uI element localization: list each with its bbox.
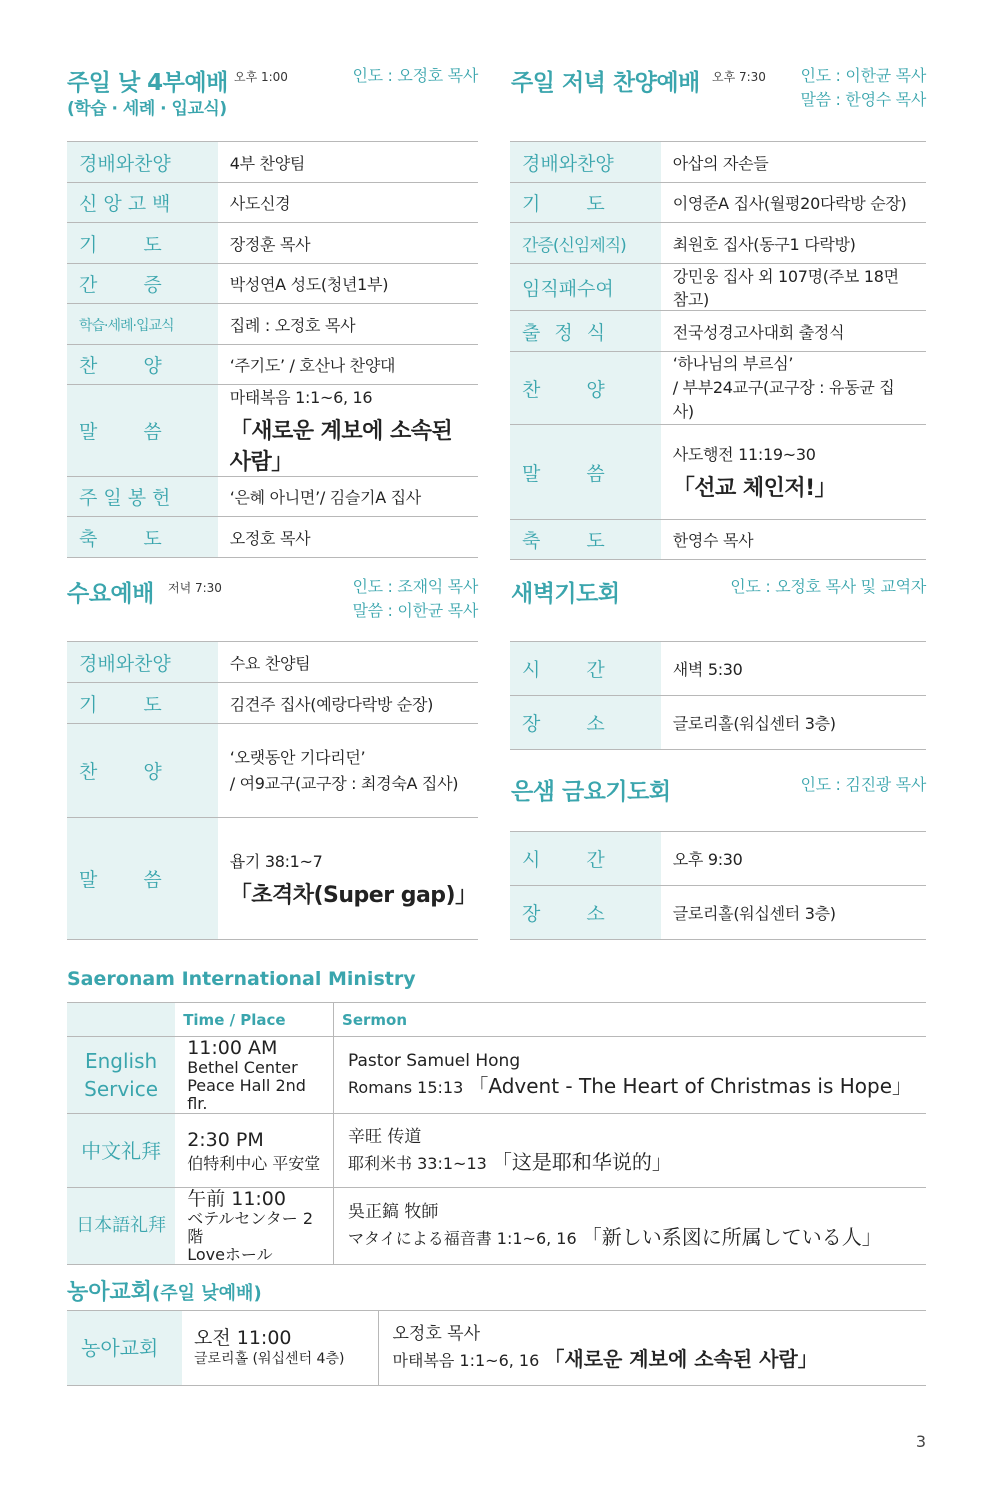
sermon-title: 「초격차(Super gap)」 (229, 882, 477, 908)
row-label: 기도 (67, 683, 218, 724)
page-number: 3 (915, 1432, 926, 1451)
row-value: 글로리홀(워십센터 3층) (661, 886, 926, 940)
table-row (67, 142, 478, 183)
table-row (67, 304, 478, 345)
table-row (510, 832, 926, 886)
table-header (67, 1003, 926, 1037)
row-label: 간증(신임제직) (510, 223, 661, 264)
row-label: 장소 (510, 696, 661, 750)
sermon-title: 「这是耶和华说的」 (491, 1149, 672, 1174)
time-place: 2:30 PM 伯特利中心 平安堂 (175, 1114, 333, 1188)
row-label: 학습·세례·입교식 (67, 304, 218, 345)
sunday4-time: 오후 1:00 (234, 70, 288, 84)
header-time-place: Time / Place (175, 1003, 333, 1037)
table-row (67, 1037, 926, 1114)
sermon-title: 「新しい系図に所属している人」 (581, 1225, 882, 1249)
table-row (67, 683, 478, 724)
row-label: 기도 (510, 183, 661, 223)
table-row (510, 520, 926, 560)
wednesday-time: 저녁 7:30 (168, 581, 222, 595)
table-row (67, 1188, 926, 1265)
row-value: 강민웅 집사 외 107명(주보 18면 참고) (661, 264, 926, 311)
table-row (67, 385, 478, 477)
international-title: Saeronam International Ministry (67, 968, 416, 990)
sermon: Pastor Samuel Hong Romans 15:13 「Advent - The Heart of Christmas is Hope」 (334, 1037, 926, 1114)
sunday-evening-title: 주일 저녁 찬양예배 (511, 70, 700, 96)
time-place: 午前 11:00 ベテルセンター 2階 Loveホール (175, 1188, 333, 1265)
row-value: ‘주기도’ / 호산나 찬양대 (218, 345, 478, 385)
table-row (67, 642, 478, 683)
row-label: 경배와찬양 (67, 642, 218, 683)
row-value: 집례 : 오정호 목사 (218, 304, 478, 345)
wednesday-title: 수요예배 (67, 581, 154, 607)
row-value: 최원호 집사(동구1 다락방) (661, 223, 926, 264)
table-row (67, 517, 478, 558)
table-row (510, 183, 926, 223)
dawn-title: 새벽기도회 (511, 581, 620, 607)
row-value: 전국성경고사대회 출정식 (661, 311, 926, 352)
row-label: 경배와찬양 (510, 142, 661, 183)
row-value: 김견주 집사(예랑다락방 순장) (218, 683, 478, 724)
wednesday-table (67, 641, 478, 940)
sunday-evening-table (510, 141, 926, 560)
row-value: 오후 9:30 (661, 832, 926, 886)
sermon-title: 「Advent - The Heart of Christmas is Hope」 (468, 1074, 912, 1098)
table-row (510, 223, 926, 264)
table-row (510, 425, 926, 520)
row-value: 마태복음 1:1~6, 16 「새로운 계보에 소속된 사람」 (218, 385, 478, 477)
row-value: 글로리홀(워십센터 3층) (661, 696, 926, 750)
row-value: 장정훈 목사 (218, 223, 478, 264)
row-label: 간증 (67, 264, 218, 304)
table-row (510, 352, 926, 425)
row-label: 경배와찬양 (67, 142, 218, 183)
row-label: 축도 (510, 520, 661, 560)
sermon-title: 「새로운 계보에 소속된 사람」 (544, 1347, 818, 1371)
sunday-evening-time: 오후 7:30 (712, 70, 766, 84)
row-label: 말씀 (67, 818, 218, 940)
service-name: English Service (67, 1037, 175, 1114)
nonga-table (67, 1310, 926, 1386)
row-label: 찬양 (67, 345, 218, 385)
dawn-leader: 인도 : 오정호 목사 및 교역자 (730, 577, 926, 596)
table-row (510, 642, 926, 696)
row-label: 말씀 (67, 385, 218, 477)
table-row (67, 1311, 926, 1386)
row-label: 주일봉헌 (67, 477, 218, 517)
row-label: 찬양 (510, 352, 661, 425)
wednesday-leader: 인도 : 조재익 목사 말씀 : 이한균 목사 (352, 577, 478, 620)
sermon: 오정호 목사 마태복음 1:1~6, 16 「새로운 계보에 소속된 사람」 (378, 1311, 926, 1386)
row-label: 시간 (510, 832, 661, 886)
table-row (510, 886, 926, 940)
friday-table (510, 831, 926, 940)
row-value: 오정호 목사 (218, 517, 478, 558)
row-label: 신앙고백 (67, 183, 218, 223)
sermon-title: 「선교 체인저!」 (672, 476, 837, 501)
header-sermon: Sermon (334, 1003, 926, 1037)
row-label: 찬양 (67, 724, 218, 818)
row-value: 새벽 5:30 (661, 642, 926, 696)
service-name: 中文礼拜 (67, 1114, 175, 1188)
sunday4-title: 주일 낮 4부예배 (67, 70, 228, 96)
row-value: 이영준A 집사(월평20다락방 순장) (661, 183, 926, 223)
sermon: 吳正鎬 牧師 マタイによる福音書 1:1~6, 16 「新しい系図に所属している人」 (334, 1188, 926, 1265)
row-label: 임직패수여 (510, 264, 661, 311)
table-row (510, 311, 926, 352)
table-row (67, 724, 478, 818)
row-label: 시간 (510, 642, 661, 696)
nonga-title: 농아교회(주일 낮예배) (67, 1280, 262, 1305)
row-value: ‘하나님의 부르심’ / 부부24교구(교구장 : 유동균 집사) (661, 352, 926, 425)
row-label: 기도 (67, 223, 218, 264)
time-place: 11:00 AM Bethel Center Peace Hall 2nd flr. (175, 1037, 333, 1114)
row-label: 축도 (67, 517, 218, 558)
service-name: 농아교회 (67, 1311, 182, 1386)
row-value: 수요 찬양팀 (218, 642, 478, 683)
table-row (67, 223, 478, 264)
table-row (510, 696, 926, 750)
row-label: 장소 (510, 886, 661, 940)
table-row (67, 345, 478, 385)
sermon: 辛旺 传道 耶利米书 33:1~13 「这是耶和华说的」 (334, 1114, 926, 1188)
sunday4-table (67, 141, 478, 558)
friday-title: 은샘 금요기도회 (511, 779, 671, 805)
header-blank (67, 1003, 175, 1037)
table-row (67, 477, 478, 517)
sermon-title: 「새로운 계보에 소속된 사람」 (229, 419, 453, 475)
service-name: 日本語礼拜 (67, 1188, 175, 1265)
row-value: 박성연A 성도(청년1부) (218, 264, 478, 304)
international-table (67, 1002, 926, 1265)
table-row (510, 142, 926, 183)
row-value: ‘은혜 아니면’/ 김슬기A 집사 (218, 477, 478, 517)
row-value: 사도신경 (218, 183, 478, 223)
row-value: 한영수 목사 (661, 520, 926, 560)
row-value: 욥기 38:1~7 「초격차(Super gap)」 (218, 818, 478, 940)
row-value: 4부 찬양팀 (218, 142, 478, 183)
row-value: ‘오랫동안 기다리던’ / 여9교구(교구장 : 최경숙A 집사) (218, 724, 478, 818)
table-row (510, 264, 926, 311)
table-row (67, 1114, 926, 1188)
sunday4-subtitle: (학습 · 세례 · 입교식) (67, 99, 227, 119)
time-place: 오전 11:00 글로리홀 (워십센터 4층) (182, 1311, 378, 1386)
row-label: 말씀 (510, 425, 661, 520)
table-row (67, 818, 478, 940)
table-row (67, 264, 478, 304)
table-row (67, 183, 478, 223)
row-value: 사도행전 11:19~30 「선교 체인저!」 (661, 425, 926, 520)
row-value: 아삽의 자손들 (661, 142, 926, 183)
row-label: 출정식 (510, 311, 661, 352)
dawn-table (510, 641, 926, 750)
sunday4-leader: 인도 : 오정호 목사 (352, 66, 478, 85)
friday-leader: 인도 : 김진광 목사 (800, 775, 926, 794)
sunday-evening-leader: 인도 : 이한균 목사 말씀 : 한영수 목사 (800, 66, 926, 109)
